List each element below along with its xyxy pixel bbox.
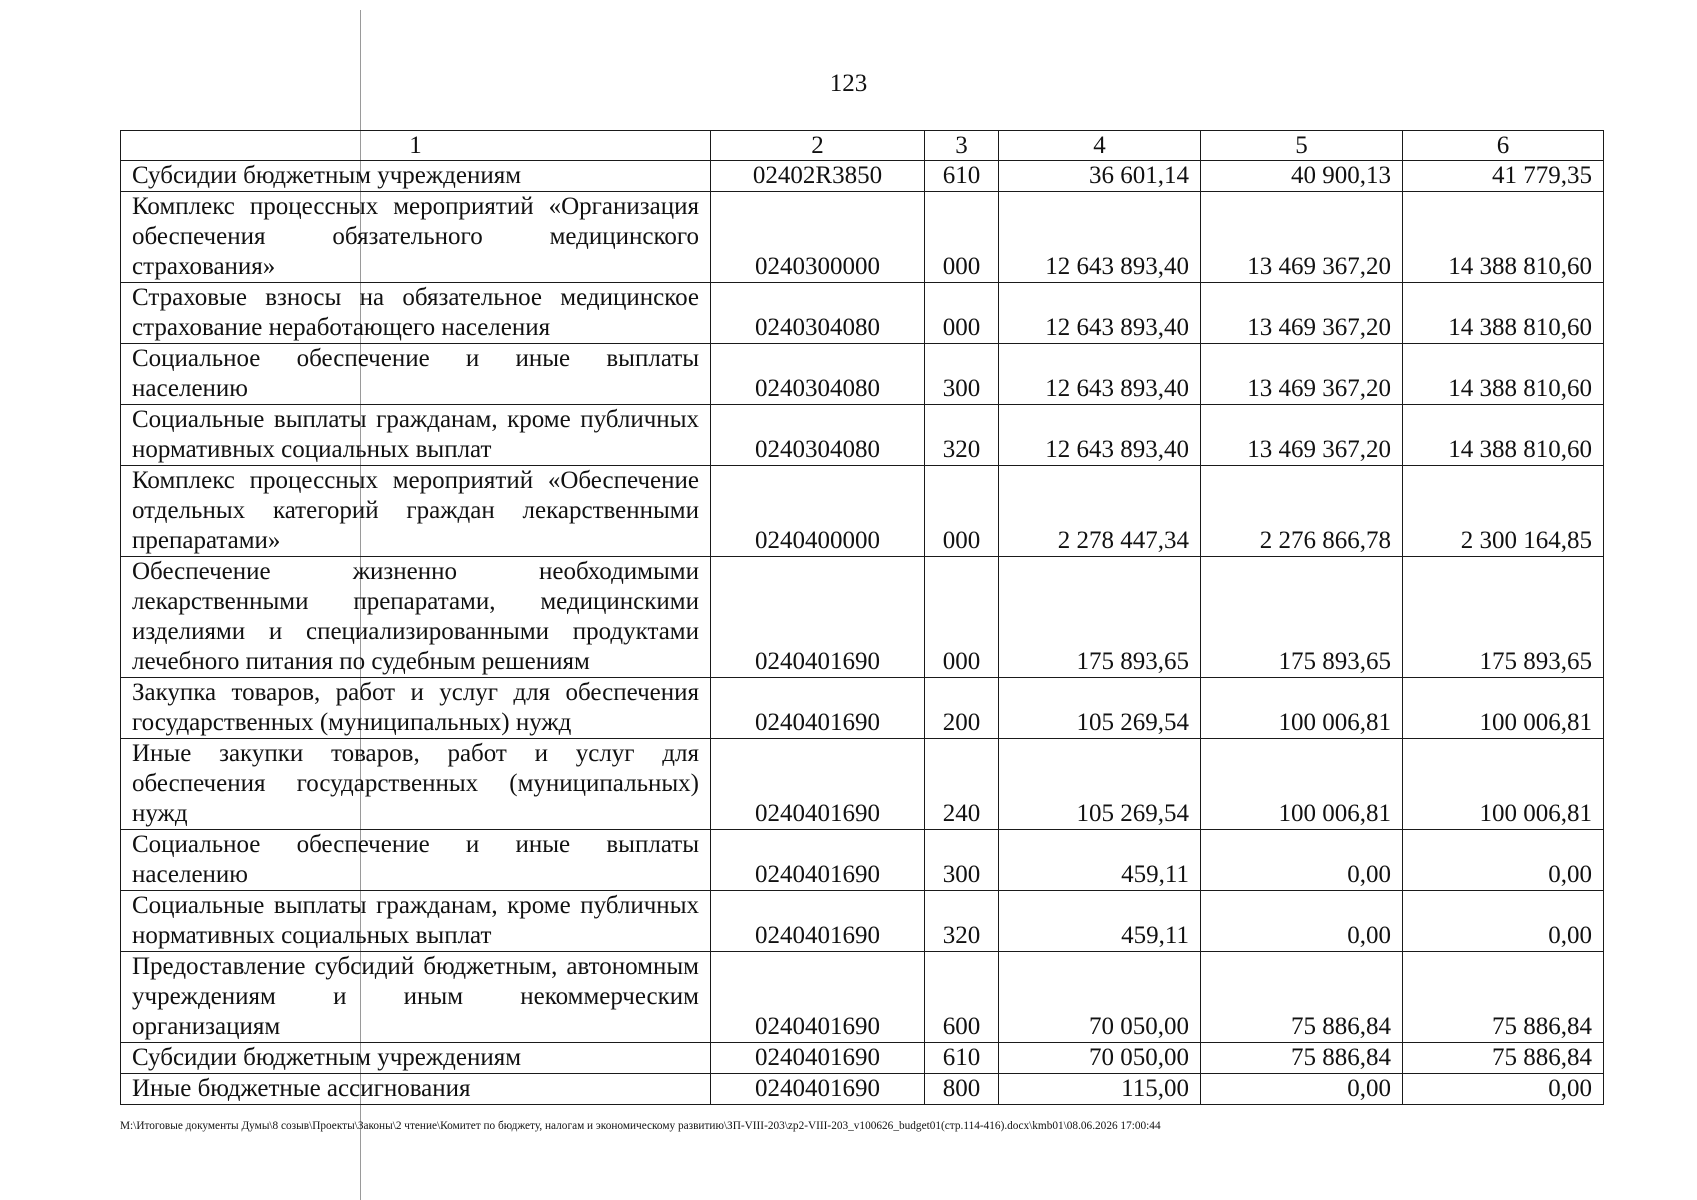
row-amount-year2-cell: 13 469 367,20 [1201,344,1403,405]
row-type-cell: 610 [925,161,999,192]
row-amount-year2-cell: 40 900,13 [1201,161,1403,192]
row-type-cell: 000 [925,466,999,557]
row-name-cell: Страховые взносы на обязательное медицинское страхование неработающего населения [121,283,711,344]
table-row [121,891,1604,952]
table-row [121,557,1604,678]
row-amount-year2-cell: 0,00 [1201,891,1403,952]
row-code-cell: 0240304080 [711,405,925,466]
header-cell-4: 4 [999,131,1201,161]
row-amount-year2-cell: 13 469 367,20 [1201,192,1403,283]
row-amount-year3-cell: 14 388 810,60 [1403,283,1604,344]
row-name-cell: Социальные выплаты гражданам, кроме публичных нормативных социальных выплат [121,405,711,466]
row-type-cell: 240 [925,739,999,830]
row-name-cell: Закупка товаров, работ и услуг для обеспечения государственных (муниципальных) нужд [121,678,711,739]
row-type-cell: 200 [925,678,999,739]
row-amount-year2-cell: 0,00 [1201,830,1403,891]
row-amount-year3-cell: 100 006,81 [1403,678,1604,739]
row-type-cell: 600 [925,952,999,1043]
table-row [121,739,1604,830]
row-amount-year3-cell: 2 300 164,85 [1403,466,1604,557]
row-amount-year1-cell: 12 643 893,40 [999,283,1201,344]
row-amount-year2-cell: 100 006,81 [1201,678,1403,739]
row-name-cell: Комплекс процессных мероприятий «Организация обеспечения обязательного медицинского страхования» [121,192,711,283]
row-name-cell: Комплекс процессных мероприятий «Обеспечение отдельных категорий граждан лекарственными препаратами» [121,466,711,557]
header-cell-2: 2 [711,131,925,161]
row-amount-year3-cell: 75 886,84 [1403,1043,1604,1074]
row-name-cell: Иные закупки товаров, работ и услуг для обеспечения государственных (муниципальных) нужд [121,739,711,830]
page-number: 123 [829,70,868,97]
table-row [121,1074,1604,1105]
row-amount-year2-cell: 2 276 866,78 [1201,466,1403,557]
row-amount-year3-cell: 100 006,81 [1403,739,1604,830]
row-type-cell: 800 [925,1074,999,1105]
row-amount-year3-cell: 0,00 [1403,1074,1604,1105]
row-name-cell: Социальные выплаты гражданам, кроме публичных нормативных социальных выплат [121,891,711,952]
row-code-cell: 0240401690 [711,739,925,830]
row-code-cell: 0240300000 [711,192,925,283]
table-row [121,344,1604,405]
row-amount-year1-cell: 70 050,00 [999,952,1201,1043]
row-code-cell: 02402R3850 [711,161,925,192]
row-code-cell: 0240401690 [711,1074,925,1105]
table-row [121,283,1604,344]
table-row [121,405,1604,466]
row-amount-year3-cell: 14 388 810,60 [1403,344,1604,405]
row-code-cell: 0240401690 [711,1043,925,1074]
row-amount-year3-cell: 75 886,84 [1403,952,1604,1043]
row-code-cell: 0240401690 [711,952,925,1043]
row-amount-year1-cell: 12 643 893,40 [999,344,1201,405]
row-amount-year2-cell: 13 469 367,20 [1201,405,1403,466]
header-cell-5: 5 [1201,131,1403,161]
row-name-cell: Обеспечение жизненно необходимыми лекарственными препаратами, медицинскими изделиями и специализированными продуктами лечебного питания по судебным решениям [121,557,711,678]
row-type-cell: 300 [925,344,999,405]
table-row [121,952,1604,1043]
row-amount-year1-cell: 175 893,65 [999,557,1201,678]
row-code-cell: 0240401690 [711,557,925,678]
row-amount-year1-cell: 105 269,54 [999,678,1201,739]
row-amount-year2-cell: 75 886,84 [1201,952,1403,1043]
header-row [121,131,1604,161]
row-name-cell: Предоставление субсидий бюджетным, автономным учреждениям и иным некоммерческим организациям [121,952,711,1043]
table-body [121,161,1604,1105]
table-row [121,161,1604,192]
row-type-cell: 000 [925,283,999,344]
row-name-cell: Социальное обеспечение и иные выплаты населению [121,344,711,405]
row-amount-year1-cell: 12 643 893,40 [999,405,1201,466]
row-code-cell: 0240304080 [711,344,925,405]
row-amount-year2-cell: 13 469 367,20 [1201,283,1403,344]
header-cell-6: 6 [1403,131,1604,161]
row-code-cell: 0240304080 [711,283,925,344]
row-type-cell: 320 [925,891,999,952]
table-row [121,1043,1604,1074]
row-amount-year3-cell: 41 779,35 [1403,161,1604,192]
row-name-cell: Социальное обеспечение и иные выплаты населению [121,830,711,891]
row-amount-year3-cell: 14 388 810,60 [1403,192,1604,283]
row-type-cell: 000 [925,557,999,678]
budget-table [120,130,1604,1105]
row-amount-year1-cell: 2 278 447,34 [999,466,1201,557]
row-amount-year2-cell: 100 006,81 [1201,739,1403,830]
row-amount-year1-cell: 70 050,00 [999,1043,1201,1074]
row-amount-year3-cell: 175 893,65 [1403,557,1604,678]
footer-file-path: M:\Итоговые документы Думы\8 созыв\Проекты\Законы\2 чтение\Комитет по бюджету, налогам и экономическому развитию\ЗП-VIII-203\zp2-VIII-203_v100626_budget01(стр.114-416).docx\kmb01\08.06.2026 17:00:44 [120,1120,1161,1132]
row-name-cell: Субсидии бюджетным учреждениям [121,1043,711,1074]
row-type-cell: 610 [925,1043,999,1074]
header-cell-3: 3 [925,131,999,161]
row-amount-year3-cell: 0,00 [1403,830,1604,891]
table-row [121,678,1604,739]
row-name-cell: Иные бюджетные ассигнования [121,1074,711,1105]
row-code-cell: 0240401690 [711,678,925,739]
header-cell-1: 1 [121,131,711,161]
table-row [121,192,1604,283]
row-amount-year1-cell: 105 269,54 [999,739,1201,830]
row-amount-year3-cell: 0,00 [1403,891,1604,952]
row-name-cell: Субсидии бюджетным учреждениям [121,161,711,192]
row-amount-year2-cell: 75 886,84 [1201,1043,1403,1074]
row-amount-year1-cell: 36 601,14 [999,161,1201,192]
row-amount-year1-cell: 459,11 [999,891,1201,952]
row-code-cell: 0240401690 [711,830,925,891]
row-amount-year2-cell: 0,00 [1201,1074,1403,1105]
row-amount-year1-cell: 459,11 [999,830,1201,891]
table-row [121,830,1604,891]
row-type-cell: 320 [925,405,999,466]
row-amount-year1-cell: 12 643 893,40 [999,192,1201,283]
row-type-cell: 300 [925,830,999,891]
row-amount-year3-cell: 14 388 810,60 [1403,405,1604,466]
row-amount-year2-cell: 175 893,65 [1201,557,1403,678]
table-row [121,466,1604,557]
row-code-cell: 0240401690 [711,891,925,952]
row-amount-year1-cell: 115,00 [999,1074,1201,1105]
row-type-cell: 000 [925,192,999,283]
row-code-cell: 0240400000 [711,466,925,557]
